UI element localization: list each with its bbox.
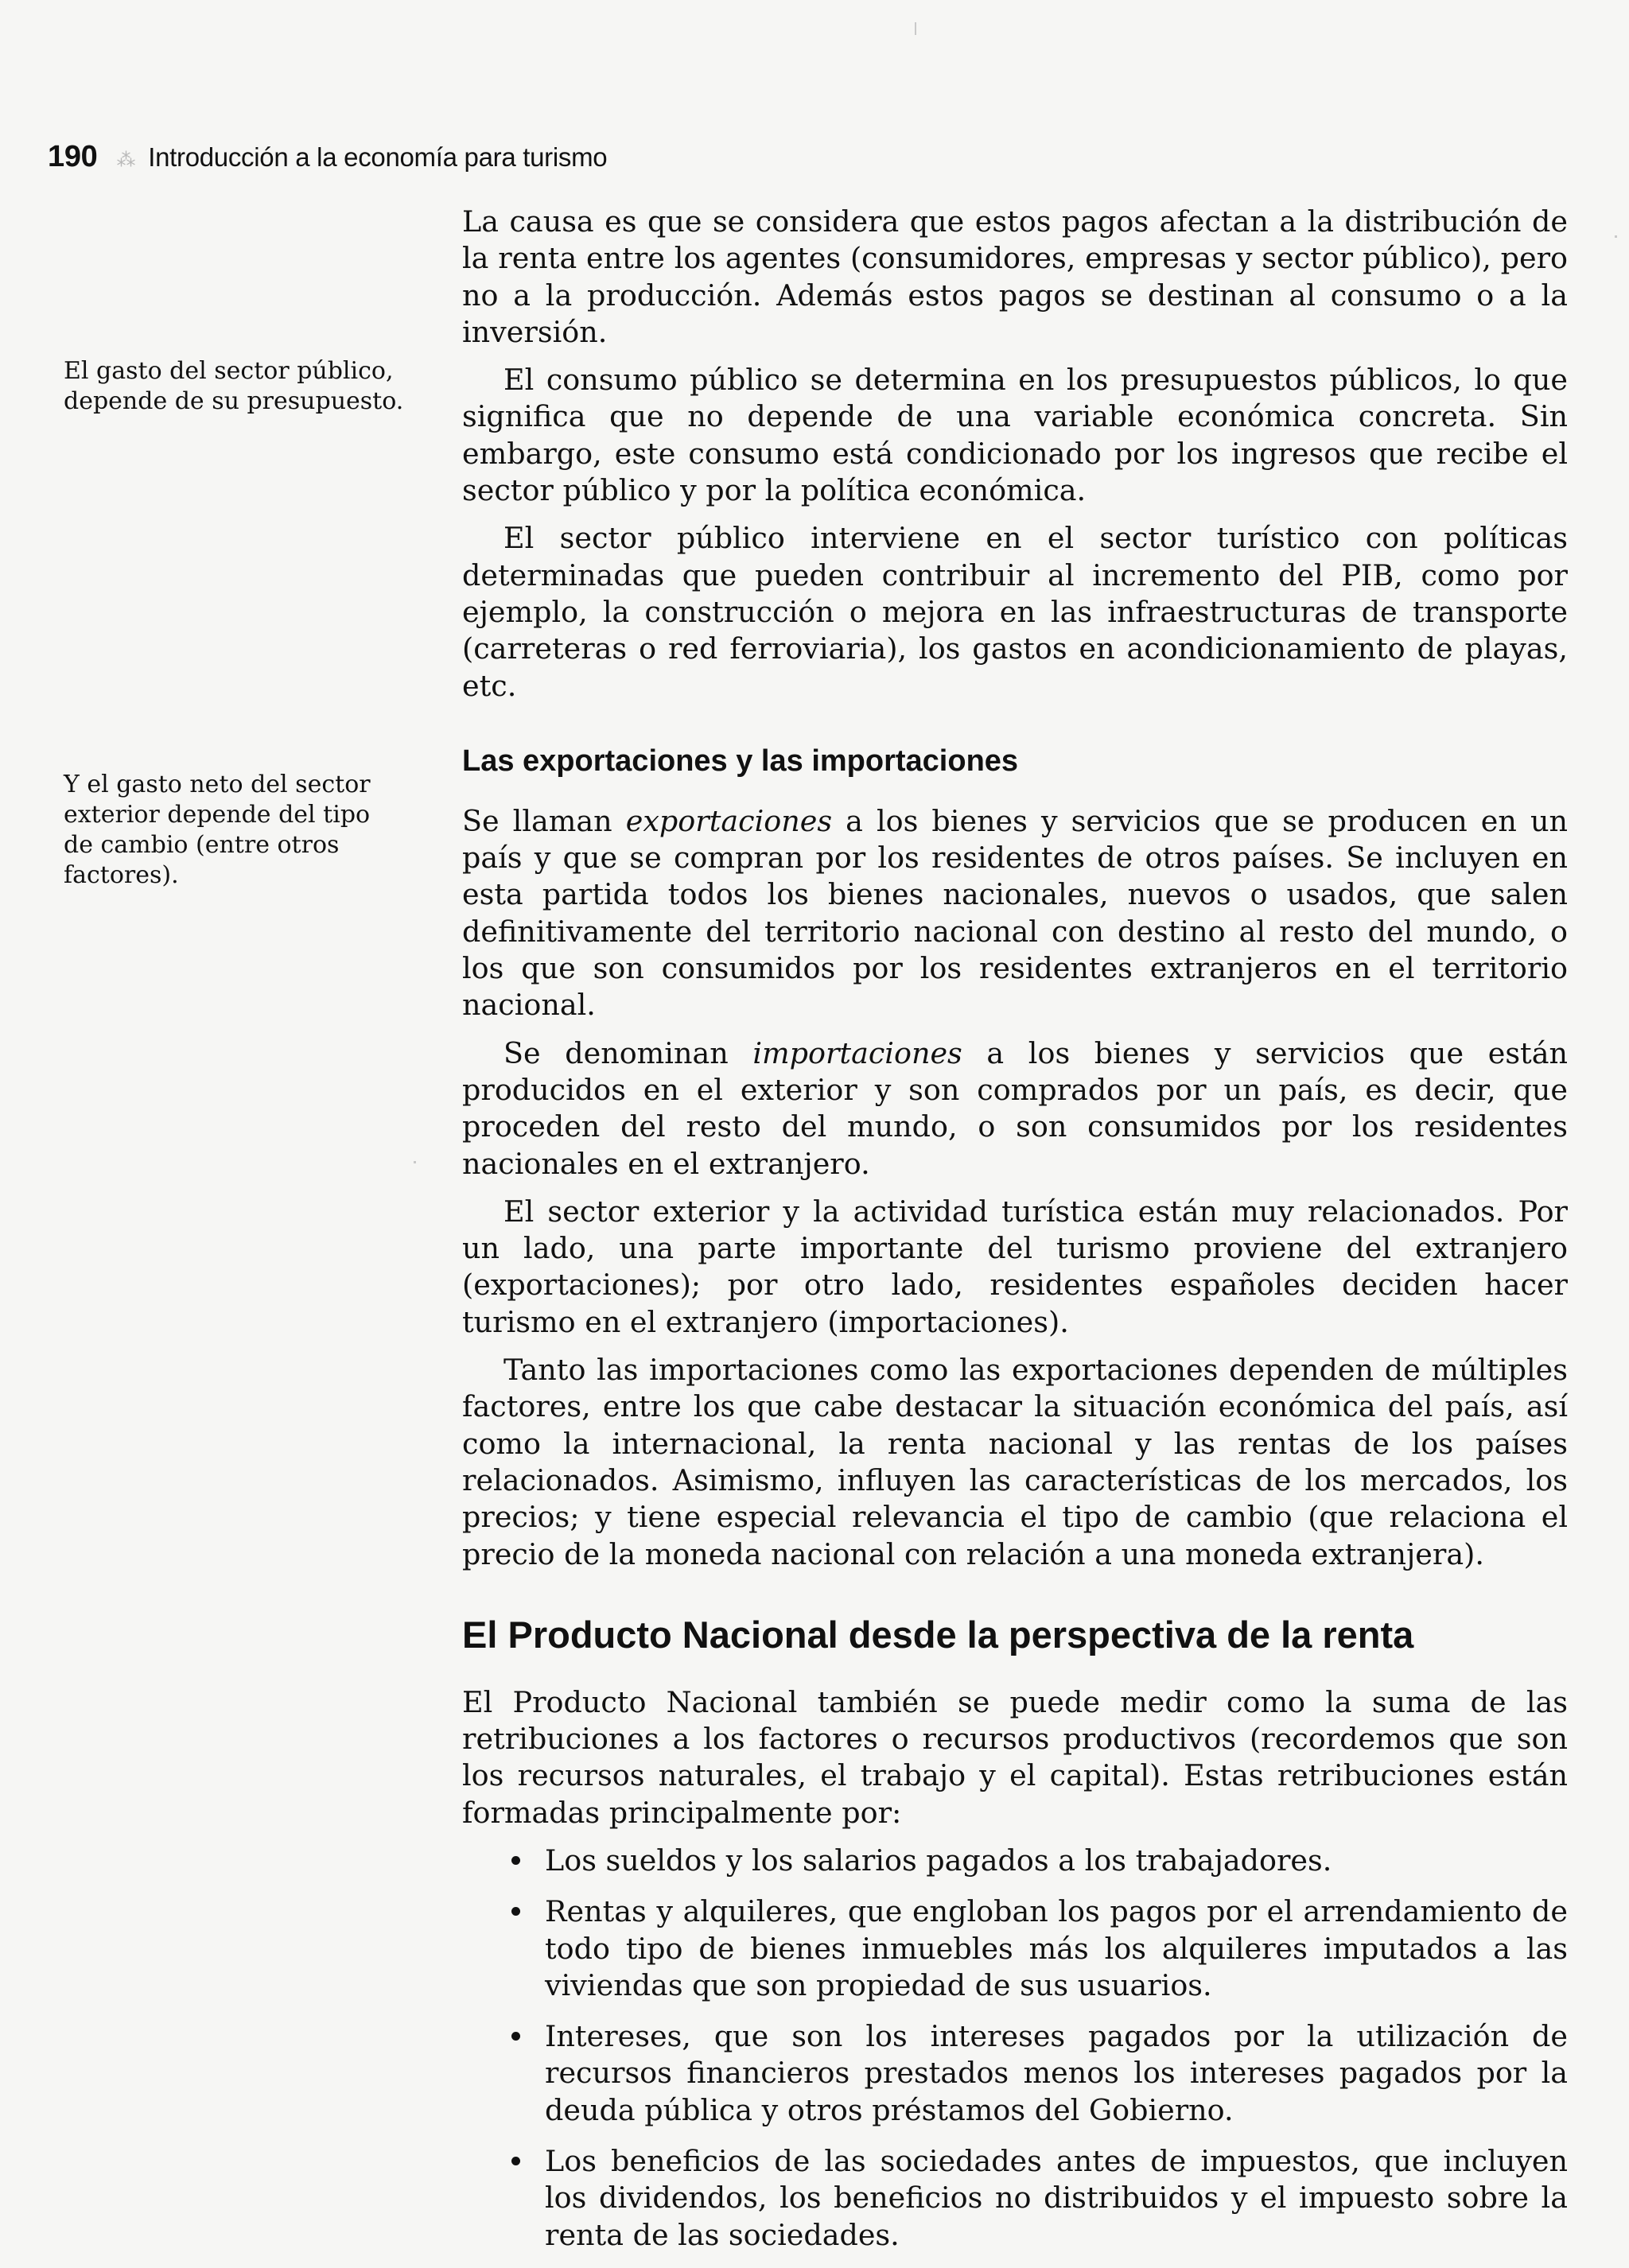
defined-term: importaciones [752,1035,962,1070]
scan-artifact [915,22,916,35]
list-item-text: Rentas y alquileres, que engloban los pagos por el arrendamiento de todo tipo de bienes inmuebles más los alquileres imputados a las viviendas que son propiedad de sus usuarios. [545,1894,1568,2002]
header-separator-ornament: ⁂ [116,150,136,171]
list-item [462,2143,1568,2254]
list-item [462,1893,1568,2004]
list-item-text: Los beneficios de las sociedades antes de impuestos, que incluyen los dividendos, los beneficios no distribuidos y el impuesto sobre la renta de las sociedades. [545,2144,1568,2252]
body-paragraph: Tanto las importaciones como las exportaciones dependen de múltiples factores, entre los que cabe destacar la situación económica del país, así como la internacional, la renta nacional y las rentas de los países relacionados. Asimismo, influyen las características de los mercados, los precios; y tiene especial relevancia el tipo de cambio (que relaciona el precio de la moneda nacional con relación a una moneda extranjera). [462,1353,1568,1571]
section-heading: Las exportaciones y las importaciones [462,744,1019,778]
margin-note-external-sector: Y el gasto neto del sector exterior depende del tipo de cambio (entre otros factores). [64,771,371,889]
list-item-text: Los sueldos y los salarios pagados a los trabajadores. [545,1843,1332,1878]
body-paragraph: El Producto Nacional también se puede medir como la suma de las retribuciones a los factores o recursos productivos (recordemos que son los recursos naturales, el trabajo y el capital). Estas retribuciones están formadas principalmente por: [462,1684,1568,1830]
bullet-icon [511,1856,520,1865]
body-paragraph: El sector público interviene en el sector turístico con políticas determinadas que pueden contribuir al incremento del PIB, como por ejemplo, la construcción o mejora en las infraestructuras de transporte (carreteras o red ferroviaria), los gastos en acondicionamiento de playas, etc. [462,521,1568,703]
list-item [462,1843,1568,1879]
body-paragraph: El consumo público se determina en los presupuestos públicos, lo que significa que no depende de una variable económica concreta. Sin embargo, este consumo está condicionado por los ingresos que recibe el sector público y por la política económica. [462,363,1568,508]
list-item [462,2018,1568,2129]
body-paragraph-exports [462,803,1568,1024]
bullet-icon [511,2157,520,2165]
page-number: 190 [48,140,98,173]
body-paragraph: La causa es que se considera que estos pagos afectan a la distribución de la renta entre los agentes (consumidores, empresas y sector público), pero no a la producción. Además estos pagos se destinan al consumo o a la inversión. [462,204,1568,349]
list-item-text: Intereses, que son los intereses pagados por la utilización de recursos financieros prestados menos los intereses pagados por la deuda pública y otros préstamos del Gobierno. [545,2019,1568,2127]
paragraph-text: a los bienes y servicios que se producen en un país y que se compran por los residentes de otros países. Se incluyen en esta partida todos los bienes nacionales, nuevos o usados, que salen definitivamente del territorio nacional con destino al resto del mundo, o los que son consumidos por los residentes extranjeros en el territorio nacional. [462,803,1568,1023]
scan-artifact [414,1161,416,1163]
income-components-list [462,1843,1568,2254]
body-paragraph-imports [462,1035,1568,1183]
paragraph-text: a los bienes y servicios que están producidos en el exterior y son comprados por un país, es decir, que proceden del resto del mundo, o son consumidos por los residentes nacionales en el extranjero. [462,1035,1568,1181]
body-paragraph: El sector exterior y la actividad turística están muy relacionados. Por un lado, una parte importante del turismo proviene del extranjero (exportaciones); por otro lado, residentes españoles deciden hacer turismo en el extranjero (importaciones). [462,1194,1568,1339]
running-header [48,140,607,174]
chapter-heading: El Producto Nacional desde la perspectiva de la renta [462,1613,1414,1656]
paragraph-text: Se denominan [503,1035,753,1070]
scan-artifact [1615,235,1617,238]
defined-term: exportaciones [625,803,833,838]
bullet-icon [511,2032,520,2041]
margin-note-public-spending: El gasto del sector público, depende de su presupuesto. [64,357,404,415]
main-text-column [462,204,1568,2268]
book-title: Introducción a la economía para turismo [148,142,608,172]
paragraph-text: Se llaman [462,803,626,838]
bullet-icon [511,1907,520,1916]
